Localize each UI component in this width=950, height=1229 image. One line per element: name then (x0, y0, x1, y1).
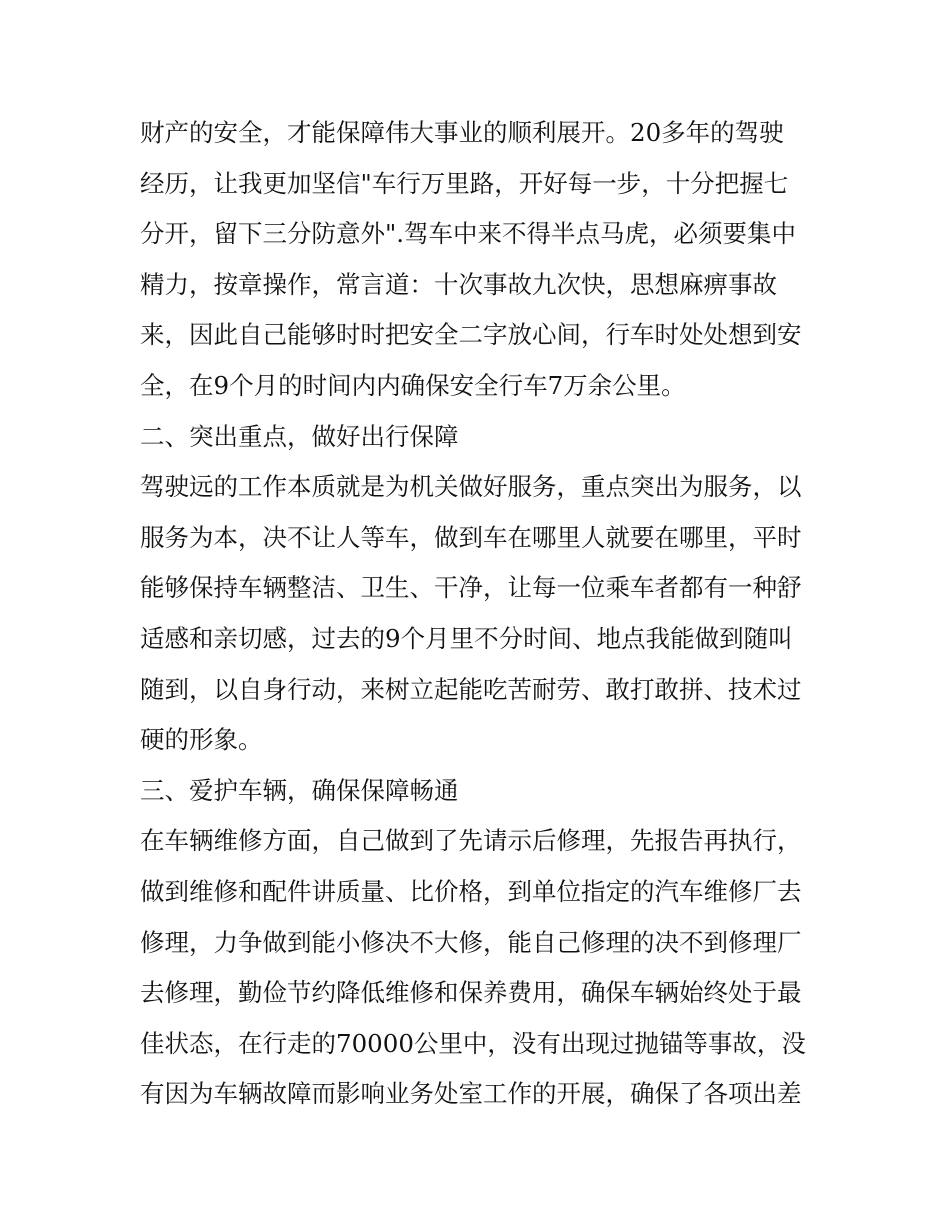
text-line: 做到维修和配件讲质量、比价格，到单位指定的汽车维修厂去 (140, 876, 802, 906)
text-line: 分开，留下三分防意外".驾车中来不得半点马虎，必须要集中 (140, 219, 797, 249)
text-line: 修理，力争做到能小修决不大修，能自己修理的决不到修理厂 (140, 927, 802, 957)
text-line: 精力，按章操作，常言道：十次事故九次快，思想麻痹事故 (140, 269, 777, 299)
text-line: 有因为车辆故障而影响业务处室工作的开展，确保了各项出差 (140, 1079, 802, 1109)
text-line: 经历，让我更加坚信"车行万里路，开好每一步，十分把握七 (140, 168, 789, 198)
section-heading: 三、爱护车辆，确保保障畅通 (140, 775, 459, 805)
text-line: 随到，以自身行动，来树立起能吃苦耐劳、敢打敢拼、技术过 (140, 674, 802, 704)
text-line: 驾驶远的工作本质就是为机关做好服务，重点突出为服务，以 (140, 472, 802, 502)
text-line: 财产的安全，才能保障伟大事业的顺利展开。20多年的驾驶 (140, 118, 784, 147)
section-heading: 二、突出重点，做好出行保障 (140, 421, 459, 451)
text-line: 佳状态，在行走的70000公里中，没有出现过抛锚等事故，没 (140, 1028, 806, 1058)
document-body (140, 108, 820, 1120)
text-line: 全，在9个月的时间内内确保安全行车7万余公里。 (140, 370, 686, 400)
text-line: 能够保持车辆整洁、卫生、干净，让每一位乘车者都有一种舒 (140, 573, 802, 603)
text-line: 在车辆维修方面，自己做到了先请示后修理，先报告再执行， (140, 826, 802, 856)
text-line: 服务为本，决不让人等车，做到车在哪里人就要在哪里，平时 (140, 522, 802, 552)
text-line: 适感和亲切感，过去的9个月里不分时间、地点我能做到随叫 (140, 623, 793, 653)
text-line: 硬的形象。 (140, 725, 263, 755)
text-line: 来，因此自己能够时时把安全二字放心间，行车时处处想到安 (140, 320, 802, 350)
text-line: 去修理，勤俭节约降低维修和保养费用，确保车辆始终处于最 (140, 978, 802, 1008)
